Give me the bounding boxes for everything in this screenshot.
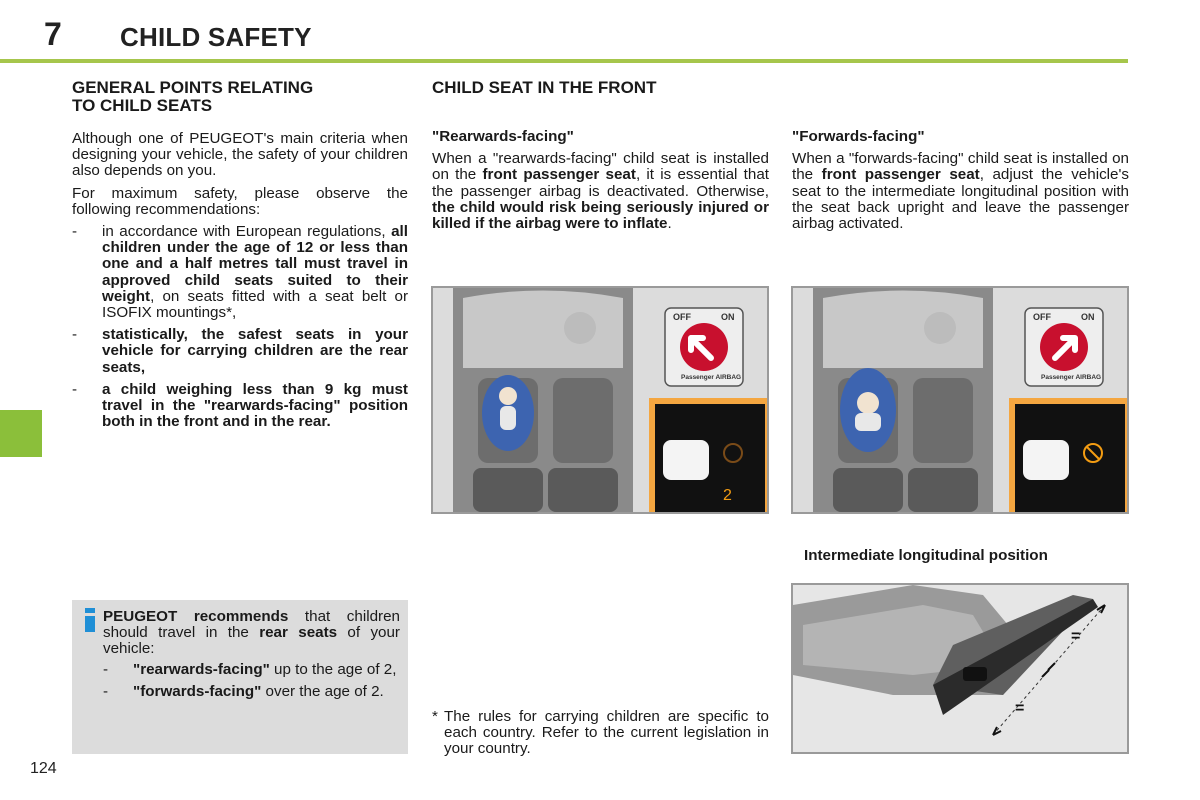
chapter-tab: [0, 410, 42, 457]
item-bold: a child weighing less than 9 kg must travel in the "rearwards-facing" position both in the front and in the rear.: [102, 380, 408, 431]
item-bold: all children under the age of 12 or less than one and a half metres tall must travel in approved child seats suited to their weight: [102, 223, 408, 305]
switch-off-label: OFF: [673, 312, 691, 322]
para-bold: the child would risk being seriously injured or killed if the airbag were to inflate: [432, 198, 769, 233]
rearwards-paragraph: [432, 151, 769, 232]
para-text: , adjust the vehicle's seat to the intermediate longitudinal position with the seat back upright and leave the passenger airbag activated.: [792, 166, 1129, 233]
info-list-item: [103, 684, 400, 700]
switch-off-label: OFF: [1033, 312, 1051, 322]
dash-marker: -: [72, 223, 78, 241]
info-text-part: up to the age of 2,: [269, 660, 397, 678]
header-rule: [0, 59, 1128, 63]
para-text: .: [667, 215, 672, 233]
para-text: When a "forwards-facing" child seat is installed on the: [792, 150, 1129, 184]
page-number: 124: [30, 760, 57, 777]
info-text-part: of your vehicle:: [103, 624, 400, 658]
para-bold: front passenger seat: [482, 166, 636, 184]
para-bold: front passenger seat: [821, 166, 980, 184]
seat-position-caption: Intermediate longitudinal position: [804, 547, 1048, 564]
item-text: , on seats fitted with a seat belt or ISOFIX mountings*,: [102, 287, 408, 322]
footnote-text: The rules for carrying children are specific to each country. Refer to the current legislation in your country.: [444, 708, 769, 758]
para-text: When a "rearwards-facing" child seat is installed on the: [432, 150, 769, 184]
rearwards-section: [432, 129, 769, 238]
list-item: [72, 382, 408, 431]
info-bold: rear seats: [259, 624, 338, 642]
seat-position-illustration: [791, 583, 1129, 754]
item-text: in accordance with European regulations,: [102, 223, 392, 241]
car-interior-rear-svg: [433, 288, 767, 512]
info-list-item: [103, 662, 400, 678]
info-brand: PEUGEOT recommends: [103, 608, 289, 625]
heading-line-2: TO CHILD SEATS: [72, 96, 213, 115]
chapter-title: CHILD SAFETY: [120, 22, 312, 52]
rearwards-heading: "Rearwards-facing": [432, 128, 574, 145]
list-item: [72, 327, 408, 376]
warning-lamp-digit: 2: [723, 487, 732, 504]
forwards-facing-illustration: [791, 286, 1129, 514]
seat-rail-svg: [793, 585, 1127, 752]
list-item: [72, 224, 408, 321]
footnote-star: *: [432, 708, 438, 725]
forwards-section: [792, 129, 1129, 238]
forwards-paragraph: [792, 151, 1129, 232]
forwards-heading: "Forwards-facing": [792, 128, 925, 145]
equal-mark-lower: =: [1015, 700, 1025, 717]
dash-marker: -: [72, 380, 78, 398]
section-heading-front: CHILD SEAT IN THE FRONT: [432, 78, 657, 97]
switch-passenger-label: Passenger AIRBAG: [1041, 374, 1102, 381]
info-text-part: that children should travel in the: [103, 608, 400, 642]
switch-on-label: ON: [721, 312, 735, 322]
info-text-part: over the age of 2.: [261, 682, 384, 700]
chapter-number: 7: [44, 16, 62, 52]
dash-marker: -: [72, 326, 78, 344]
info-icon: [82, 608, 98, 632]
dash-marker: -: [103, 682, 109, 700]
intro-paragraph: Although one of PEUGEOT's main criteria when designing your vehicle, the safety of your children also depends on you.: [72, 130, 408, 180]
info-bold: "rearwards-facing": [133, 660, 270, 678]
recommend-paragraph: For maximum safety, please observe the following recommendations:: [72, 184, 408, 218]
info-text: [103, 609, 400, 706]
switch-on-label: ON: [1081, 312, 1095, 322]
left-column: [72, 79, 408, 436]
info-bold: "forwards-facing": [133, 682, 262, 700]
car-interior-front-svg: [793, 288, 1127, 512]
dash-marker: -: [103, 660, 109, 678]
rearwards-facing-illustration: [431, 286, 769, 514]
switch-passenger-label: Passenger AIRBAG: [681, 374, 742, 381]
section-heading-general: [72, 79, 408, 115]
item-bold: statistically, the safest seats in your vehicle for carrying children are the rear seats,: [102, 326, 408, 376]
heading-line-1: GENERAL POINTS RELATING: [72, 78, 314, 97]
equal-mark-upper: =: [1071, 628, 1081, 645]
footnote: [432, 709, 769, 758]
para-text: , it is essential that the passenger airbag is deactivated. Otherwise,: [432, 166, 769, 200]
